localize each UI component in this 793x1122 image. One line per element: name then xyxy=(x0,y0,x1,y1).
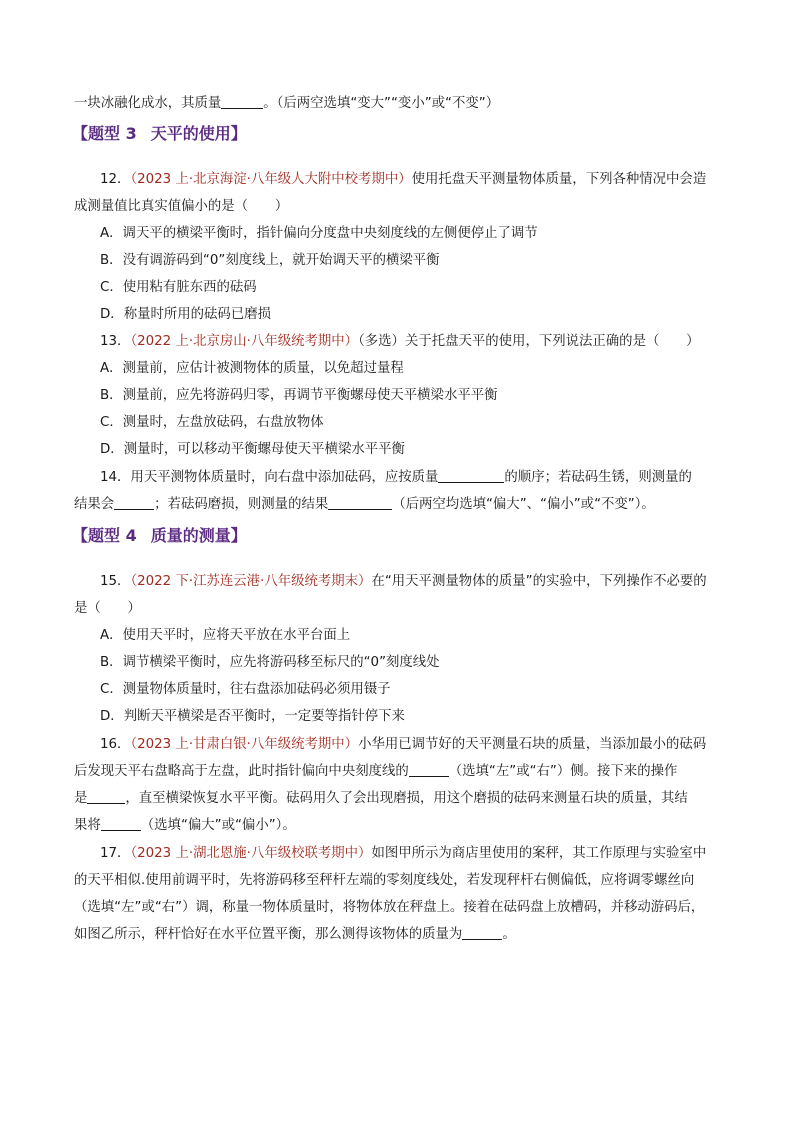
question-number: 13． xyxy=(100,334,131,349)
section-name: 质量的测量】 xyxy=(150,526,247,545)
text: 。（后两空选填“变大”“变小”或“不变”） xyxy=(263,96,500,111)
text: （选填“偏大”或“偏小”）。 xyxy=(140,818,296,833)
text: 果将 xyxy=(74,818,101,833)
question-12 xyxy=(100,170,750,190)
section-name: 天平的使用】 xyxy=(150,124,247,143)
option-c[interactable]: C．测量物体质量时，往右盘添加砝码必须用镊子 xyxy=(100,682,391,697)
option-d[interactable]: D．判断天平横梁是否平衡时，一定要等指针停下来 xyxy=(100,709,405,724)
question-15 xyxy=(100,572,750,592)
question-number: 17． xyxy=(100,846,131,861)
text: 如图乙所示，秤杆恰好在水平位置平衡，那么测得该物体的质量为 xyxy=(74,927,463,942)
question-stem: （多选）关于托盘天平的使用，下列说法正确的是（ ） xyxy=(358,334,700,349)
option-d[interactable]: D．测量时，可以移动平衡螺母使天平横梁水平平衡 xyxy=(100,442,405,457)
question-14-cont xyxy=(74,495,724,515)
question-17-line2: 的天平相似.使用前调平时，先将游码移至秤杆左端的零刻度线处，若发现秤杆右侧偏低，应将调零螺丝向 xyxy=(74,873,695,888)
option-b[interactable]: B．没有调游码到“0”刻度线上，就开始调天平的横梁平衡 xyxy=(100,253,440,268)
answer-blank[interactable] xyxy=(438,468,504,483)
answer-blank[interactable] xyxy=(87,789,125,804)
question-source: （2022 上·北京房山·八年级统考期中） xyxy=(130,334,359,349)
question-15-stem-cont: 是（ ） xyxy=(74,601,141,616)
question-source: （2023 上·湖北恩施·八年级校联考期中） xyxy=(130,846,372,861)
text: 是 xyxy=(74,791,88,806)
question-number: 12． xyxy=(100,172,131,187)
question-16-line3 xyxy=(74,789,724,809)
answer-blank[interactable] xyxy=(101,816,141,831)
question-stem: 如图甲所示为商店里使用的案秤，其工作原理与实验室中 xyxy=(371,846,707,861)
answer-blank[interactable] xyxy=(221,94,263,109)
question-number: 15． xyxy=(100,574,131,589)
question-16 xyxy=(100,735,750,755)
text: 后发现天平右盘略高于左盘，此时指针偏向中央刻度线的 xyxy=(74,764,409,779)
question-number: 16． xyxy=(100,737,131,752)
question-source: （2023 上·北京海淀·八年级人大附中校考期中） xyxy=(130,172,412,187)
option-c[interactable]: C．使用粘有脏东西的砝码 xyxy=(100,280,257,295)
text: 。 xyxy=(502,927,516,942)
option-a[interactable]: A．测量前，应估计被测物体的质量，以免超过量程 xyxy=(100,361,404,376)
answer-blank[interactable] xyxy=(328,495,392,510)
text: 14．用天平测物体质量时，向右盘中添加砝码，应按质量 xyxy=(100,470,439,485)
question-13 xyxy=(100,332,750,352)
question-source: （2023 上·甘肃白银·八年级统考期中） xyxy=(130,737,359,752)
section-title: 【题型 3 xyxy=(72,124,137,143)
option-a[interactable]: A．调天平的横梁平衡时，指针偏向分度盘中央刻度线的左侧便停止了调节 xyxy=(100,226,538,241)
option-c[interactable]: C．测量时，左盘放砝码，右盘放物体 xyxy=(100,415,324,430)
answer-blank[interactable] xyxy=(409,762,449,777)
question-stem: 在“用天平测量物体的质量”的实验中，下列操作不必要的 xyxy=(371,574,707,589)
question-14 xyxy=(100,468,750,488)
section-heading-3 xyxy=(72,122,247,146)
question-16-line4 xyxy=(74,816,724,836)
answer-blank[interactable] xyxy=(462,925,502,940)
answer-blank[interactable] xyxy=(114,495,154,510)
question-17-line3: （选填“左”或“右”）调，称量一物体质量时，将物体放在秤盘上。接着在砝码盘上放槽码，并移动游码后， xyxy=(74,900,705,915)
text: 的顺序；若砝码生锈，则测量的 xyxy=(504,470,692,485)
option-b[interactable]: B．测量前，应先将游码归零，再调节平衡螺母使天平横梁水平平衡 xyxy=(100,388,498,403)
question-stem: 小华用已调节好的天平测量石块的质量，当添加最小的砝码 xyxy=(358,737,707,752)
option-a[interactable]: A．使用天平时，应将天平放在水平台面上 xyxy=(100,628,351,643)
text: 一块冰融化成水，其质量 xyxy=(74,96,222,111)
text: 结果会 xyxy=(74,497,115,512)
top-line xyxy=(74,94,724,114)
question-source: （2022 下·江苏连云港·八年级统考期末） xyxy=(130,574,372,589)
question-stem: 使用托盘天平测量物体质量，下列各种情况中会造 xyxy=(411,172,707,187)
section-title: 【题型 4 xyxy=(72,526,137,545)
text: ，直至横梁恢复水平平衡。砝码用久了会出现磨损，用这个磨损的砝码来测量石块的质量，其结 xyxy=(125,791,688,806)
option-d[interactable]: D．称量时所用的砝码已磨损 xyxy=(100,307,271,322)
question-17-line4 xyxy=(74,925,724,945)
text: （选填“左”或“右”）侧。接下来的操作 xyxy=(448,764,678,779)
text: （后两空均选填“偏大”、“偏小”或“不变”）。 xyxy=(392,497,655,512)
question-12-stem-cont: 成测量值比真实值偏小的是（ ） xyxy=(74,199,289,214)
option-b[interactable]: B．调节横梁平衡时，应先将游码移至标尺的“0”刻度线处 xyxy=(100,655,440,670)
text: ；若砝码磨损，则测量的结果 xyxy=(154,497,329,512)
question-17 xyxy=(100,844,750,864)
question-16-line2 xyxy=(74,762,724,782)
section-heading-4 xyxy=(72,524,247,548)
